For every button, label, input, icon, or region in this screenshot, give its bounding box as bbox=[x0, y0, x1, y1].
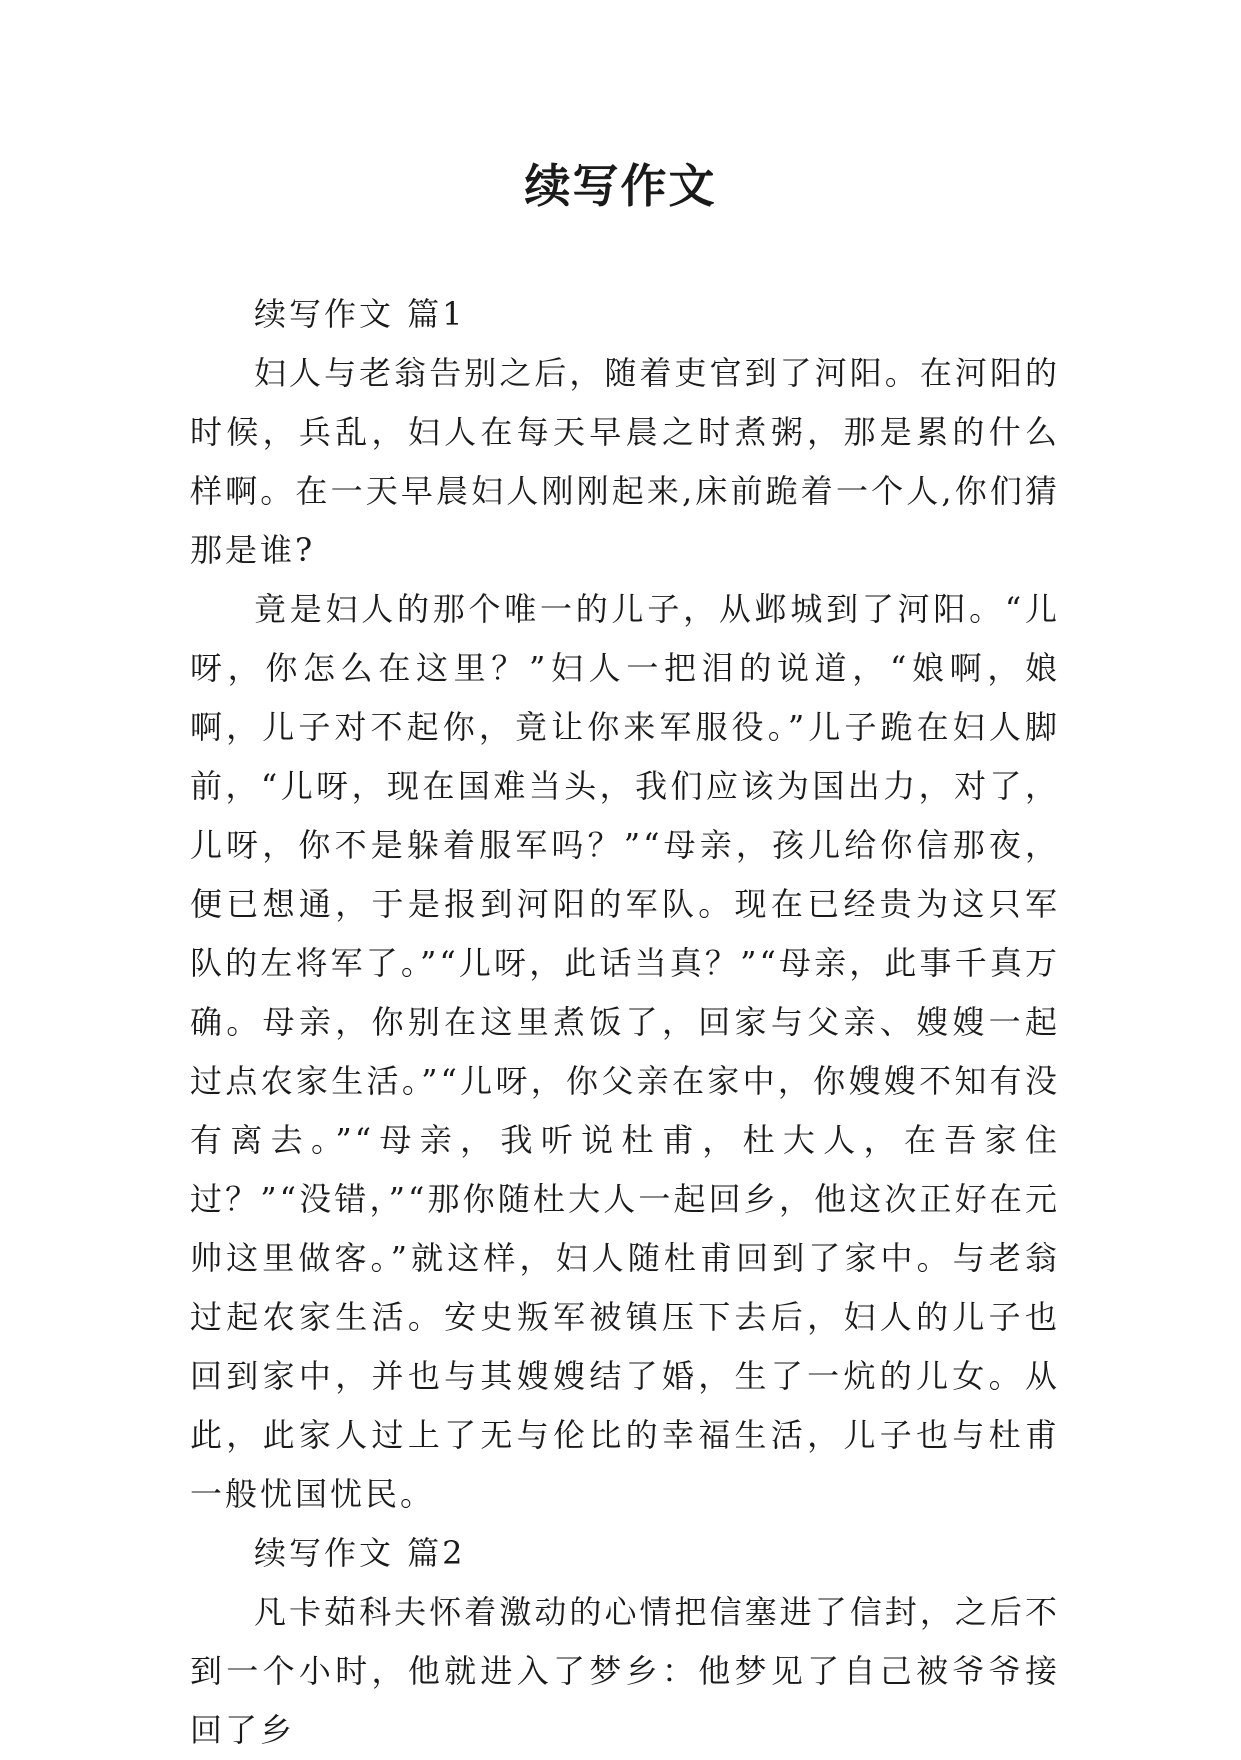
paragraph: 凡卡茹科夫怀着激动的心情把信塞进了信封，之后不到一个小时，他就进入了梦乡：他梦见了自己被爷爷接回了乡 bbox=[190, 1593, 1060, 1749]
document-title: 续写作文 bbox=[524, 159, 717, 213]
section-heading: 续写作文 篇2 bbox=[254, 1534, 466, 1572]
paragraph: 妇人与老翁告别之后，随着吏官到了河阳。在河阳的时候，兵乱，妇人在每天早晨之时煮粥，那是累的什么样啊。在一天早晨妇人刚刚起来,床前跪着一个人,你们猜那是谁? bbox=[190, 354, 1060, 569]
document-body bbox=[190, 285, 1060, 1760]
section-heading: 续写作文 篇1 bbox=[254, 295, 466, 333]
paragraph: 竟是妇人的那个唯一的儿子，从邺城到了河阳。“儿呀，你怎么在这里？”妇人一把泪的说道，“娘啊，娘啊，儿子对不起你，竟让你来军服役。”儿子跪在妇人脚前，“儿呀，现在国难当头，我们应该为国出力，对了，儿呀，你不是躲着服军吗？”“母亲，孩儿给你信那夜，便已想通，于是报到河阳的军队。现在已经贵为这只军队的左将军了。”“儿呀，此话当真？”“母亲，此事千真万确。母亲，你别在这里煮饭了，回家与父亲、嫂嫂一起过点农家生活。”“儿呀，你父亲在家中，你嫂嫂不知有没有离去。”“母亲，我听说杜甫，杜大人，在吾家住过？”“没错，”“那你随杜大人一起回乡，他这次正好在元帅这里做客。”就这样，妇人随杜甫回到了家中。与老翁过起农家生活。安史叛军被镇压下去后，妇人的儿子也回到家中，并也与其嫂嫂结了婚，生了一炕的儿女。从此，此家人过上了无与伦比的幸福生活，儿子也与杜甫一般忧国忧民。 bbox=[190, 590, 1060, 1513]
